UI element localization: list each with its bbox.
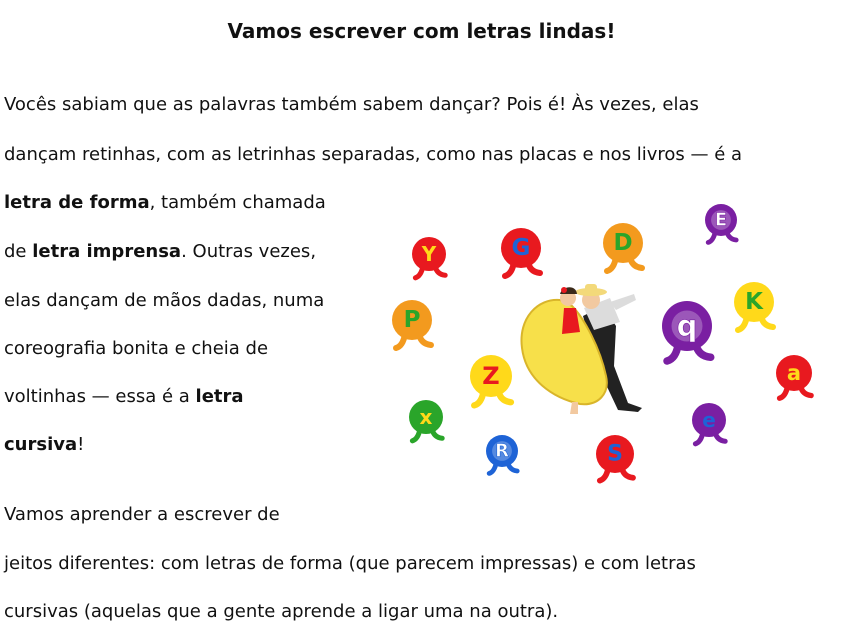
letter-glyph: S xyxy=(607,441,623,467)
page-title: Vamos escrever com letras lindas! xyxy=(227,19,616,43)
letter-character-e xyxy=(692,403,726,444)
letter-character-G xyxy=(501,228,541,276)
letter-glyph: Z xyxy=(482,362,500,390)
dancing-couple-figure xyxy=(521,284,642,414)
paragraph-line: Vocês sabiam que as palavras também sabem dançar? Pois é! Às vezes, elas xyxy=(4,94,699,115)
paragraph-line: elas dançam de mãos dadas, numa xyxy=(4,290,325,311)
letter-character-Y xyxy=(412,237,446,278)
letter-glyph: P xyxy=(403,307,421,333)
text-run: de xyxy=(4,241,33,262)
letter-glyph: x xyxy=(419,405,433,429)
letter-glyph: K xyxy=(745,289,763,315)
bold-term: cursiva xyxy=(4,434,78,455)
letter-character-E xyxy=(705,204,737,242)
letter-glyph: E xyxy=(714,209,728,231)
letter-glyph: G xyxy=(511,235,531,261)
paragraph-line xyxy=(4,386,244,407)
letter-glyph: R xyxy=(495,440,509,462)
letter-character-x xyxy=(409,400,443,441)
paragraph-line xyxy=(4,241,316,262)
letter-character-K xyxy=(734,282,774,330)
paragraph-line: jeitos diferentes: com letras de forma (que parecem impressas) e com letras xyxy=(4,553,696,574)
letter-character-q xyxy=(662,301,712,361)
bold-term: letra imprensa xyxy=(32,241,182,262)
letter-character-S xyxy=(596,435,634,481)
text-run: , também chamada xyxy=(149,192,326,213)
letter-glyph: Y xyxy=(421,242,437,266)
paragraph-line: coreografia bonita e cheia de xyxy=(4,338,269,359)
letter-character-Z xyxy=(470,355,512,405)
paragraph-line xyxy=(4,192,326,213)
paragraph-line: dançam retinhas, com as letrinhas separadas, como nas placas e nos livros — é a xyxy=(4,144,743,165)
letter-glyph: e xyxy=(702,408,716,432)
letter-character-R xyxy=(486,435,518,473)
letter-character-D xyxy=(603,223,643,271)
text-run: ! xyxy=(77,434,85,455)
paragraph-line: Vamos aprender a escrever de xyxy=(4,504,280,525)
paragraph-line: cursivas (aquelas que a gente aprende a ligar uma na outra). xyxy=(4,601,559,622)
text-run: voltinhas — essa é a xyxy=(4,386,196,407)
bold-term: letra de forma xyxy=(4,192,150,213)
text-run: . Outras vezes, xyxy=(181,241,317,262)
letter-character-a xyxy=(776,355,812,398)
bold-term: letra xyxy=(195,386,244,407)
letter-glyph: D xyxy=(613,230,633,256)
letter-character-P xyxy=(392,300,432,348)
paragraph-line xyxy=(4,434,84,455)
letter-glyph: q xyxy=(676,309,698,343)
dancing-letters-illustration xyxy=(388,198,818,498)
letter-glyph: a xyxy=(786,361,802,385)
